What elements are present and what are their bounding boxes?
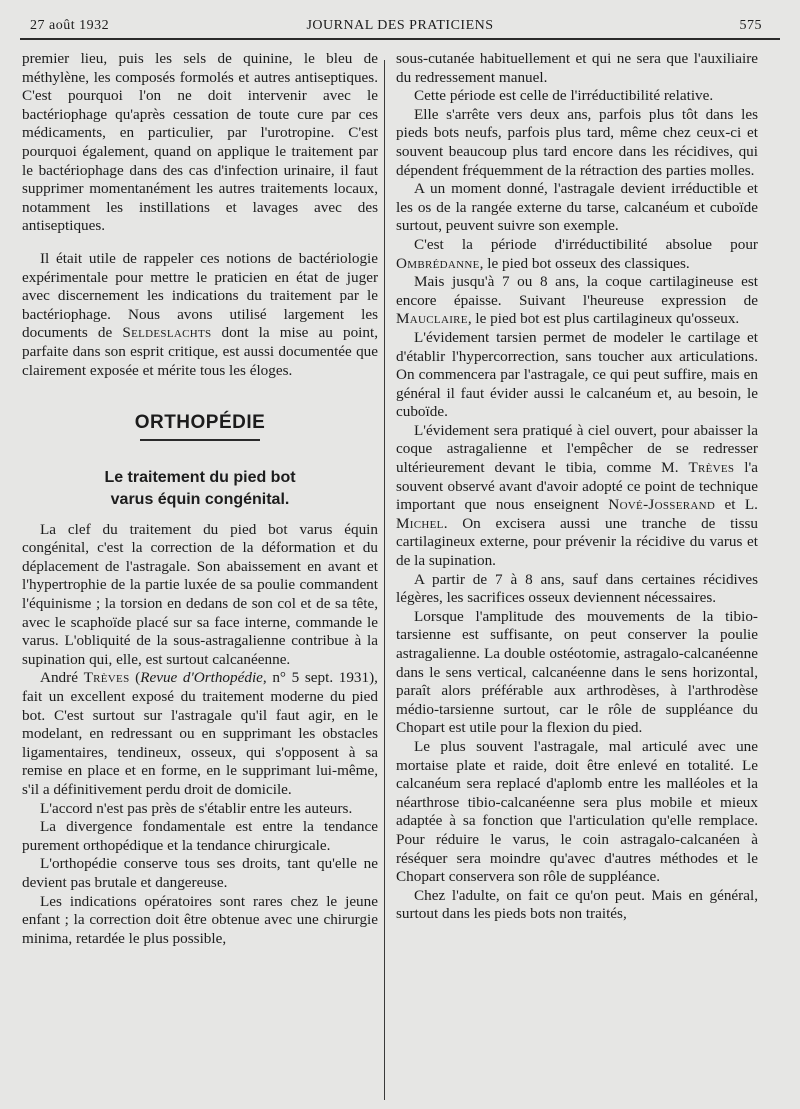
author-name: Ombrédanne — [396, 254, 480, 272]
paragraph: Les indications opératoires sont rares chez le jeune enfant ; la correction doit être obtenue avec une chirurgie minima, retardée le plus possible, — [22, 892, 378, 947]
paragraph: Lorsque l'amplitude des mouvements de la tibio-tarsienne est suffisante, on peut conserver la poulie astragalienne. La double ostéotomie, astragalo-calcanéenne dans le sens vertical, calcanéenne dans le sens horizontal, paraît alors préférable aux arthrodèses, à l'arthrodèse médio-tarsienne surtout, car le rôle de suppléance du Chopart est utile pour la flexion du pied. — [396, 607, 758, 737]
paragraph: L'accord n'est pas près de s'établir entre les auteurs. — [40, 799, 353, 817]
author-name: Nové-Josserand — [608, 496, 716, 514]
header-rule — [20, 38, 780, 40]
paragraph: La divergence fondamentale est entre la tendance purement orthopédique et la tendance chirurgicale. — [22, 818, 378, 854]
author-name: Seldeslachts — [122, 324, 212, 342]
paragraph: Cette période est celle de l'irréductibilité relative. — [414, 87, 714, 105]
article-title-line: Le traitement du pied bot — [104, 468, 296, 486]
paragraph: C'est la période d'irréductibilité absolue pour Ombrédanne, le pied bot osseux des classiques. — [396, 235, 758, 272]
column-divider — [384, 60, 385, 1100]
article-title — [22, 467, 378, 511]
paragraph: Il était utile de rappeler ces notions de bactériologie expérimentale pour mettre le praticien en état de juger avec discernement les indications du traitement par le bactériophage. Nous avons utilisé largement les documents de Seldeslachts dont la mise au point, parfaite dans son esprit critique, est aussi documentée que clairement exposée et mérite tous les éloges. — [22, 249, 378, 379]
paragraph: A partir de 7 à 8 ans, sauf dans certaines récidives légères, les sacrifices osseux deviennent nécessaires. — [396, 570, 758, 607]
left-column — [22, 50, 378, 948]
paragraph: L'orthopédie conserve tous ses droits, tant qu'elle ne devient pas brutale et dangereuse. — [22, 855, 378, 891]
header-date: 27 août 1932 — [30, 18, 110, 33]
page-number: 575 — [739, 18, 762, 33]
paragraph: La clef du traitement du pied bot varus équin congénital, c'est la correction de la déformation et du déplacement de l'astragale. Son abaissement en avant et l'hypertrophie de la partie luxée de sa poulie commandent l'équinisme ; la torsion en dedans de son col et de sa tête, avec le scaphoïde placé sur sa face interne, commande le varus. L'obliquité de la sous-astragalienne contribue à la supination qui, elle, est surtout calcanéenne. — [22, 520, 378, 668]
author-name: Trèves — [83, 669, 130, 687]
paragraph: A un moment donné, l'astragale devient irréductible et les os de la rangée externe du tarse, calcanéum et cuboïde surtout, peuvent suivre son exemple. — [396, 180, 758, 235]
paragraph: L'évidement sera pratiqué à ciel ouvert, pour abaisser la coque astragalienne et l'empêcher de se redresser ultérieurement devant le tibia, comme M. Trèves l'a souvent observé avant d'avoir adopté ce point de technique important que nous enseignent Nové-Josserand et L. Michel. On excisera aussi une tranche de tissu cartilagineux externe, pour prévenir la récidive du varus et de la supination. — [396, 421, 758, 570]
section-rule — [140, 439, 260, 441]
journal-reference: Revue d'Orthopédie — [140, 669, 263, 687]
paragraph: L'évidement tarsien permet de modeler le cartilage et d'établir l'hypercorrection, sans toucher aux articulations. On commencera par l'astragale, ce qui peut suffire, mais en général il faut évider aussi le calcanéum et, au besoin, le cuboïde. — [396, 328, 758, 421]
paragraph: Le plus souvent l'astragale, mal articulé avec une mortaise plate et raide, doit être enlevé en totalité. Le calcanéum sera replacé d'aplomb entre les malléoles et la néarthrose tibio-calcanéenne sera plus mobile et mieux adaptée à sa fonction que l'articulation qu'elle remplace. Pour réduire le varus, le coin astragalo-calcanéen à réséquer sera moindre qu'avec d'autres méthodes et le Chopart conservera son rôle de suppléance. — [396, 737, 758, 886]
author-name: Michel — [396, 514, 444, 532]
paragraph: Mais jusqu'à 7 ou 8 ans, la coque cartilagineuse est encore épaisse. Suivant l'heureuse expression de Mauclaire, le pied bot est plus cartilagineux qu'osseux. — [396, 273, 758, 328]
page-header — [30, 14, 770, 38]
author-name: Trèves — [688, 459, 735, 477]
paragraph: sous-cutanée habituellement et qui ne sera que l'auxiliaire du redressement manuel. — [396, 50, 758, 86]
author-name: Mauclaire — [396, 310, 468, 328]
header-journal-title: JOURNAL DES PRATICIENS — [306, 18, 494, 33]
paragraph: Chez l'adulte, on fait ce qu'on peut. Mais en général, surtout dans les pieds bots non traités, — [396, 886, 758, 923]
right-column — [396, 50, 758, 924]
paragraph: Elle s'arrête vers deux ans, parfois plus tôt dans les pieds bots neufs, parfois plus tard, même chez ceux-ci et souvent beaucoup plus tard encore dans les récidives, qui dépendent fréquemment de la rétraction des parties molles. — [396, 105, 758, 179]
paragraph: André Trèves (Revue d'Orthopédie, n° 5 sept. 1931), fait un excellent exposé du traitement moderne du pied bot. C'est surtout sur l'astragale qu'il faut agir, en le modelant, en redressant ou en supprimant les obstacles ligamentaires, tendineux, osseux, qui s'opposent à sa remise en place et en forme, en le supprimant lui-même, s'il a définitivement perdu droit de domicile. — [22, 669, 378, 798]
paragraph: premier lieu, puis les sels de quinine, le bleu de méthylène, les composés formolés et autres antiseptiques. C'est pourquoi l'on ne doit intervenir avec le bactériophage qu'après cessation de toute cure par ces médicaments, en particulier, par l'urotropine. C'est pourquoi également, quand on applique le traitement par le bactériophage dans des cas d'infection urinaire, il faut supprimer momentanément les autres traitements locaux, notamment les instillations et lavages avec des antiseptiques. — [22, 50, 378, 235]
article-title-line: varus équin congénital. — [110, 490, 290, 508]
section-heading: ORTHOPÉDIE — [134, 412, 266, 434]
